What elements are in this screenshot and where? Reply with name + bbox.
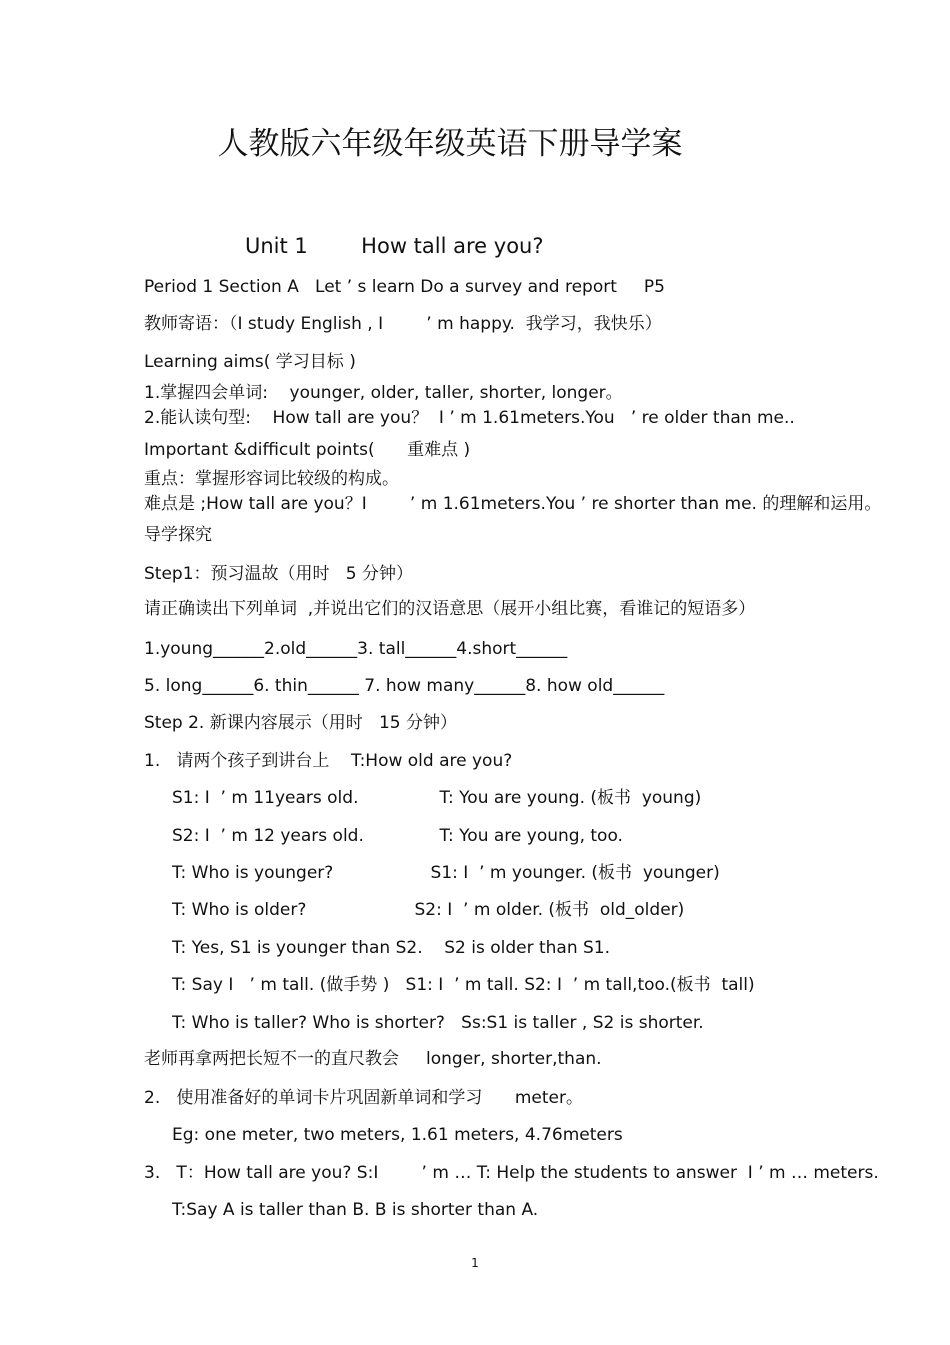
learning-aims-heading: Learning aims( 学习目标 ) xyxy=(144,352,356,372)
aim-words: 1.掌握四会单词: younger, older, taller, shorter, longer。 xyxy=(144,383,623,403)
period-line: Period 1 Section A Let ’ s learn Do a survey and report P5 xyxy=(144,277,665,297)
dialogue-line: S1: I ’ m 11years old. T: You are young. (板书 young) xyxy=(172,788,702,808)
activity-3-practice: T:Say A is taller than B. B is shorter than A. xyxy=(172,1200,539,1220)
vocab-row-1: 1.young______2.old______3. tall______4.short______ xyxy=(144,639,568,659)
activity-1: 1. 请两个孩子到讲台上 T:How old are you? xyxy=(144,751,513,771)
activity-2: 2. 使用准备好的单词卡片巩固新单词和学习 meter。 xyxy=(144,1088,583,1108)
dialogue-line: T: Yes, S1 is younger than S2. S2 is older than S1. xyxy=(172,938,611,958)
difficult-point: 难点是 ;How tall are you？I ’ m 1.61meters.You ’ re shorter than me. 的理解和运用。 xyxy=(144,494,882,514)
dialogue-line: T: Who is older? S2: I ’ m older. (板书 old_older) xyxy=(172,900,685,920)
key-point: 重点：掌握形容词比较级的构成。 xyxy=(144,469,399,489)
aim-sentences: 2.能认读句型: How tall are you？ I ’ m 1.61meters.You ’ re older than me.. xyxy=(144,408,795,428)
ruler-note: 老师再拿两把长短不一的直尺教会 longer, shorter,than. xyxy=(144,1049,602,1069)
activity-3: 3. T：How tall are you? S:I ’ m … T: Help the students to answer I ’ m … meters. xyxy=(144,1163,879,1183)
dialogue-line: T: Who is taller? Who is shorter? Ss:S1 is taller , S2 is shorter. xyxy=(172,1013,704,1033)
teacher-message: 教师寄语：（I study English , I ’ m happy. 我学习，我快乐） xyxy=(144,314,662,334)
step1-heading: Step1：预习温故（用时 5 分钟） xyxy=(144,564,413,584)
page-number: 1 xyxy=(471,1256,479,1270)
dialogue-line: S2: I ’ m 12 years old. T: You are young, too. xyxy=(172,826,623,846)
example-line: Eg: one meter, two meters, 1.61 meters, 4.76meters xyxy=(172,1125,623,1145)
dialogue-line: T: Say I ’ m tall. (做手势 ) S1: I ’ m tall. S2: I ’ m tall,too.(板书 tall) xyxy=(172,975,755,995)
step1-instruction: 请正确读出下列单词 ,并说出它们的汉语意思（展开小组比赛，看谁记的短语多） xyxy=(144,599,756,619)
unit-heading: Unit 1 How tall are you? xyxy=(245,234,544,258)
page-title: 人教版六年级年级英语下册导学案 xyxy=(217,126,683,162)
guided-inquiry-heading: 导学探究 xyxy=(144,525,212,545)
dialogue-line: T: Who is younger? S1: I ’ m younger. (板书 younger) xyxy=(172,863,720,883)
step2-heading: Step 2. 新课内容展示（用时 15 分钟） xyxy=(144,713,457,733)
important-points-heading: Important &difficult points( 重难点 ) xyxy=(144,440,471,460)
vocab-row-2: 5. long______6. thin______ 7. how many______8. how old______ xyxy=(144,676,665,696)
